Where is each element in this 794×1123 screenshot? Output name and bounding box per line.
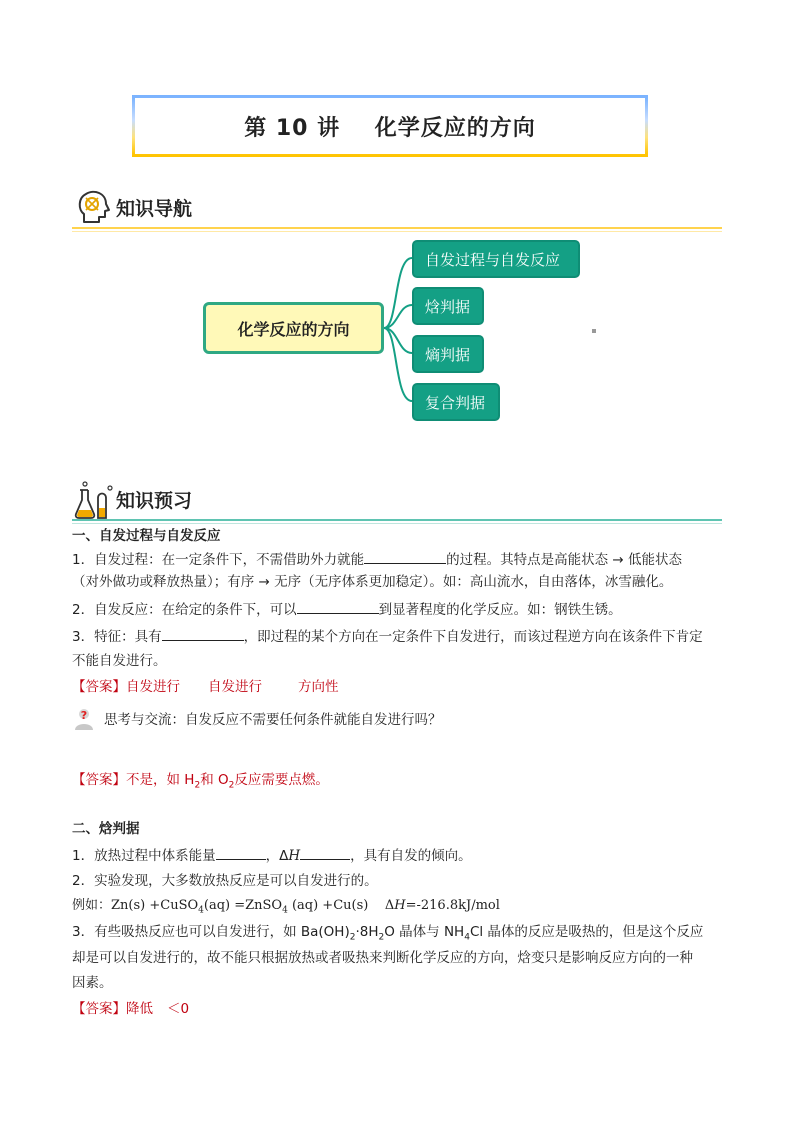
answer-value: ＜0	[167, 1001, 190, 1017]
brain-head-icon	[72, 186, 116, 230]
sec1-para1-line1: 1．自发过程：在一定条件下，不需借助外力就能 的过程。其特点是高能状态 → 低能状态	[72, 549, 682, 570]
fill-blank	[300, 845, 350, 860]
mindmap-node-composite: 复合判据	[412, 383, 500, 421]
sec1-para2: 2．自发反应：在给定的条件下，可以 到显著程度的化学反应。如：钢铁生锈。	[72, 599, 622, 620]
sec1-para3-line1: 3．特征：具有 ，即过程的某个方向在一定条件下自发进行，而该过程逆方向在该条件下肯定	[72, 626, 703, 647]
fill-blank	[297, 599, 379, 614]
sec1-para3-line2: 不能自发进行。	[72, 653, 167, 669]
answer-tag: 【答案】	[72, 679, 126, 695]
preview-section-title: 知识预习	[116, 490, 193, 512]
mindmap-node-enthalpy: 焓判据	[412, 287, 484, 325]
sec2-para3-line2: 却是可以自发进行的，故不能只根据放热或者吸热来判断化学反应的方向，焓变只是影响反应方向的一种	[72, 950, 693, 966]
page-title: 第 10 讲 化学反应的方向	[244, 115, 536, 141]
answer-value: 自发进行	[208, 679, 262, 695]
mindmap-center-node: 化学反应的方向	[203, 302, 384, 354]
title-box	[132, 95, 648, 157]
preview-section-header	[72, 478, 722, 524]
fill-blank	[162, 626, 244, 641]
fill-blank	[216, 845, 266, 860]
think-answer: 【答案】不是，如 $H_2$和 $O_2$反应需要点燃。	[72, 772, 329, 791]
answer-value: 方向性	[298, 679, 339, 695]
mindmap-node-entropy: 熵判据	[412, 335, 484, 373]
sec1-heading: 一、自发过程与自发反应	[72, 528, 221, 544]
nav-section-title: 知识导航	[116, 198, 193, 220]
sec2-heading: 二、焓判据	[72, 821, 140, 837]
answer-tag: 【答案】	[72, 772, 126, 788]
sec1-para1-line2: （对外做功或释放热量）；有序 → 无序（无序体系更加稳定）。如：高山流水，自由落体，冰雪融化。	[72, 574, 673, 590]
sec1-answer	[72, 677, 339, 697]
sec2-para3-line1: 3．有些吸热反应也可以自发进行，如 $Ba(OH)_2\cdot 8H_2O$ 晶体与 $NH_4Cl$ 晶体的反应是吸热的，但是这个反应	[72, 924, 704, 943]
sec2-para3-line3: 因素。	[72, 975, 113, 991]
sec2-answer	[72, 999, 189, 1019]
answer-value: 降低	[126, 1001, 153, 1017]
fill-blank	[364, 549, 446, 564]
stray-dot	[592, 329, 596, 333]
sec2-para2: 2．实验发现，大多数放热反应是可以自发进行的。	[72, 873, 378, 889]
think-question: 思考与交流：自发反应不需要任何条件就能自发进行吗？	[104, 712, 442, 728]
sec2-para1: 1．放热过程中体系能量 ，ΔH ，具有自发的倾向。	[72, 845, 472, 866]
answer-tag: 【答案】	[72, 1001, 126, 1017]
answer-value: 自发进行	[126, 679, 180, 695]
mindmap-node-spontaneous: 自发过程与自发反应	[412, 240, 580, 278]
sec2-example: 例如：Zn(s) +CuSO$_4$(aq) =ZnSO$_4$ (aq) +Cu(s) ΔH=-216.8kJ/mol	[72, 898, 500, 916]
question-person-icon	[72, 707, 96, 731]
svg-text:?: ?	[80, 709, 88, 722]
nav-section-header	[72, 186, 722, 232]
lab-flask-icon	[72, 478, 116, 522]
